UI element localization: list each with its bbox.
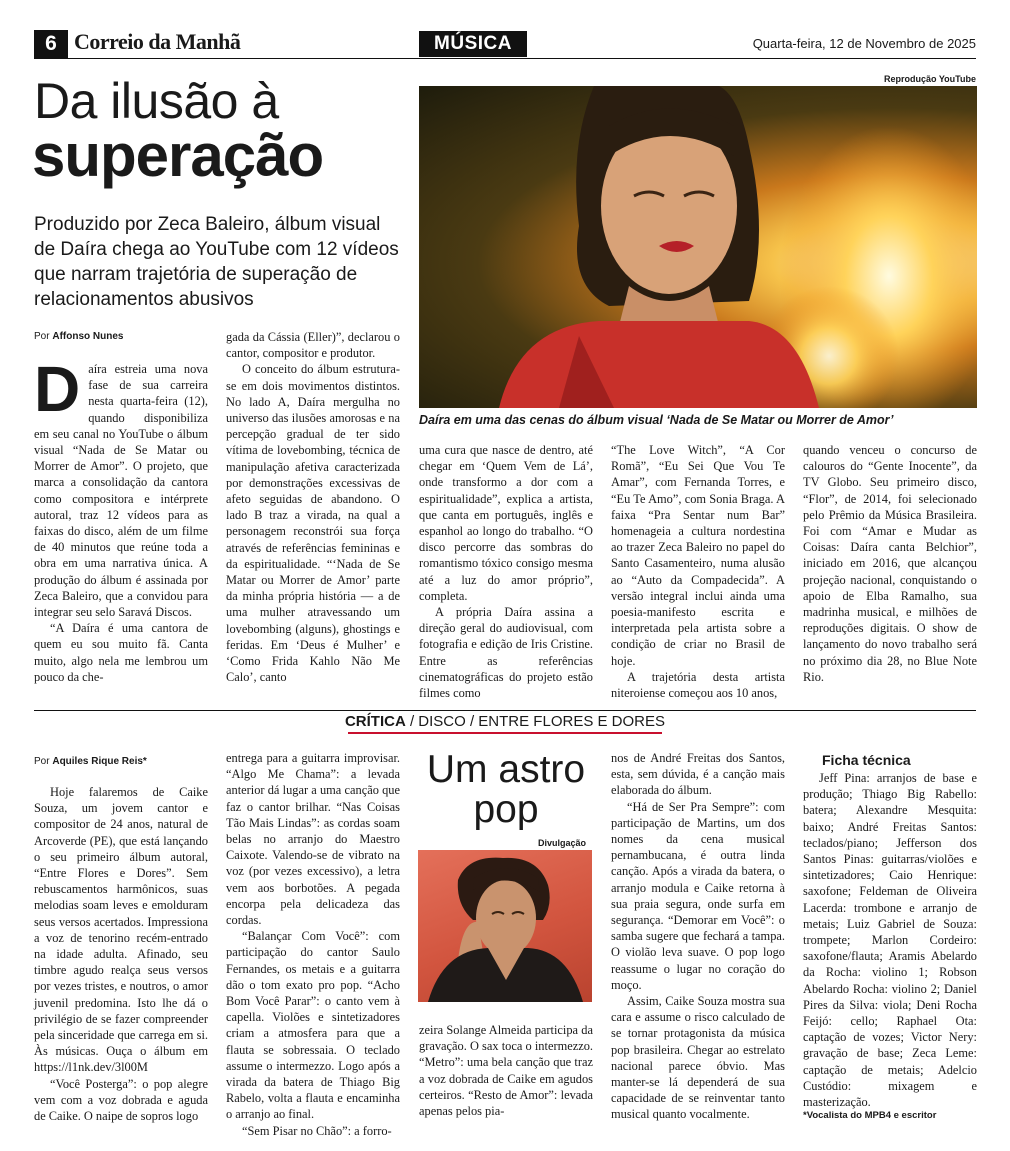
paragraph: gada da Cássia (Eller)”, declarou o cantor, compositor e produtor. xyxy=(226,330,400,361)
review-photo-credit: Divulgação xyxy=(538,838,587,848)
author-footnote: *Vocalista do MPB4 e escritor xyxy=(803,1110,937,1121)
article2-column-2 xyxy=(226,750,400,1139)
paragraph: “Você Posterga”: o pop alegre vem com a voz dobrada e aguda de Caike. O naipe de sopros logo xyxy=(34,1076,208,1124)
byline xyxy=(34,331,123,342)
article1-column-3 xyxy=(419,442,593,701)
header-rule xyxy=(34,58,976,59)
newspaper-logo: Correio da Manhã xyxy=(74,29,241,54)
paragraph: uma cura que nasce de dentro, até chegar em ‘Quem Vem de Lá’, onde transformo a dor com a espiritualidade”, explica a artista, que canta em português, inglês e espanhol ao longo do trabalho. “O disco percorre das sombras do romantismo tóxico consigo mesma até a luz do amor próprio”, completa. xyxy=(419,443,593,603)
article1-column-2 xyxy=(226,329,400,685)
paragraph: Hoje falaremos de Caike Souza, um jovem cantor e compositor de 24 anos, natural de Arcoverde (PE), que está lançando o seu primeiro álbum autoral, “Entre Flores e Dores”. Sem rebuscamentos harmônicos, suas melodias soam leves e emolduram seus versos acertados. Impressiona a voz de tenorino recém-entrado na idade adulta. Afinado, seu timbre agudo realça seus versos por vezes tristes, e noutros, o amor juvenil predomina. Isto lhe dá o privilégio de se fazer compreender pela sinceridade que carrega em si. Às músicas. Ouça o álbum em https://l1nk.dev/3l00M xyxy=(34,785,208,1075)
paragraph: “A Daíra é uma cantora de quem eu sou muito fã. Canta muito, algo nela me lembrou um pouco da che- xyxy=(34,621,208,684)
kicker-underline xyxy=(348,732,662,734)
ficha-tecnica-title: Ficha técnica xyxy=(822,752,911,768)
photo-credit: Reprodução YouTube xyxy=(883,74,976,84)
kicker-critica: CRÍTICA xyxy=(344,713,406,730)
review-title: Um astro pop xyxy=(426,748,586,831)
byline-prefix: Por xyxy=(34,331,50,342)
section-divider xyxy=(34,710,976,711)
paragraph: “The Love Witch”, “A Cor Romã”, “Eu Sei Que Vou Te Amar”, com Fernanda Torres, e “Eu Te Amo”, com Sonia Braga. A faixa “Pra Sentar num Bar” homenageia a cultura nordestina ao trazer Zeca Baleiro no papel do Santo Casamenteiro, numa alusão ao “Auto da Compadecida”. A versão integral inclui ainda uma poesia-manifesto escrita e interpretada pela artista sobre a condição de criar no Brasil de hoje. xyxy=(611,443,785,668)
ficha-tecnica-text xyxy=(803,770,977,1110)
article-photo xyxy=(419,86,977,408)
headline-line2: superação xyxy=(32,122,324,189)
article1-column-1 xyxy=(34,353,208,685)
headline-line1: Da ilusão à xyxy=(34,73,279,129)
article2-column-3 xyxy=(419,1022,593,1119)
paragraph: Assim, Caike Souza mostra sua cara e assume o risco calculado de se tornar protagonista da música pop brasileira. Chegar ao estrelato nacional parece óbvio. Mas manter-se lá dependerá de sua capacidade de se reinventar tanto musical quanto vocalmente. xyxy=(611,994,785,1122)
photo-caption: Daíra em uma das cenas do álbum visual ‘Nada de Se Matar ou Morrer de Amor’ xyxy=(419,413,894,427)
artist-portrait-illustration xyxy=(418,850,592,1002)
review-byline xyxy=(34,756,147,767)
byline-author: Affonso Nunes xyxy=(52,331,124,342)
paragraph: A trajetória desta artista niteroiense começou aos 10 anos, xyxy=(611,669,785,701)
article2-column-4 xyxy=(611,750,785,1123)
byline-prefix: Por xyxy=(34,756,50,767)
paragraph: Jeff Pina: arranjos de base e produção; Thiago Big Rabello: batera; Alexandre Mesquita: baixo; André Freitas Santos: teclados/piano; Jefferson dos Santos Pinas: guitarras/violões e sintetizadores; Caio Henrique: saxofone; Feldeman de Oliveira Lacerda: trombone e arranjo de metais; Luiz Gabriel de Souza: trompete; Marlon Cordeiro: saxofone/flauta; Aramis Abelardo da Rocha: violino 1; Robson Abelardo Rocha: violino 2; Daniel Pires da Silva: viola; Deni Rocha Feijó: cello; Raphael Ota: captação de vozes; Victor Nery: gravação de base; Zeca Leme: captação de metais; Adelcio Custódio: mixagem e masterização. xyxy=(803,771,977,1110)
subheadline: Produzido por Zeca Baleiro, álbum visual de Daíra chega ao YouTube com 12 vídeos que narram trajetória de superação de relacionamentos abusivos xyxy=(34,214,399,310)
paragraph: aíra estreia uma nova fase de sua carreira nesta quarta-feira (12), quando disponibiliza em seu canal no YouTube o álbum visual “Nada de Se Matar ou Morrer de Amor”. O projeto, que marca a consolidação da cantora como compositora e intérprete autoral, traz 12 vídeos para as faixas do disco, além de um filme de 40 minutos que reúne toda a obra em uma narrativa única. A produção do álbum é assinada por Zeca Baleiro, que a convidou para integrar seu selo Saravá Discos. xyxy=(34,362,208,620)
paragraph: zeira Solange Almeida participa da gravação. O sax toca o intermezzo. “Metro”: uma bela canção que traz a voz dobrada de Caike em agudos certeiros. “Resto de Amor”: levada apenas pelos pia- xyxy=(419,1023,593,1119)
byline-author: Aquiles Rique Reis* xyxy=(52,756,147,767)
page-number: 6 xyxy=(34,30,68,58)
paragraph: nos de André Freitas dos Santos, esta, sem dúvida, é a canção mais elaborada do álbum. xyxy=(611,751,785,798)
paragraph: O conceito do álbum estrutura-se em dois movimentos distintos. No lado A, Daíra mergulha no universo das ilusões amorosas e na percepção gradual de ter sido vítima de lovebombing, técnica de manipulação afetiva caracterizada por demonstrações excessivas de afeto seguidas de abandono. O lado B traz a virada, na qual a personagem reconstrói sua força através de referências femininas e da espiritualidade. “‘Nada de Se Matar ou Morrer de Amor’ parte da minha própria história — a de uma mulher atravessando um lovebombing (alguns), ghostings e feridas. Em ‘Deus é Mulher’ e ‘Como Frida Kahlo Não Me Calo’, canto xyxy=(226,362,400,685)
paragraph: “Balançar Com Você”: com participação do cantor Saulo Fernandes, os metais e a guitarra dão o tom exato pro pop. “Acho Bom Você Parar”: o canto vem à capella. Violões e sintetizadores criam a atmosfera para que a flauta se sobressaia. O teclado assume o intermezzo. Logo após a virada da batera de Thiago Big Rabelo, volta a flauta e encaminha o arranjo ao final. xyxy=(226,929,400,1122)
paragraph: quando venceu o concurso de calouros do “Gente Inocente”, da TV Globo. Seu primeiro disco, “Flor”, de 2014, foi selecionado pelo Prêmio da Música Brasileira. Foi com “Amar e Mudar as Coisas: Daíra canta Belchior”, iniciado em 2016, que alcançou projeção nacional, conquistando o apoio de Elba Ramalho, sua madrinha musical, e milhões de reproduções digitais. O show de lançamento do novo trabalho será no próximo dia 28, no Blue Note Rio. xyxy=(803,443,977,684)
article1-column-5 xyxy=(803,442,977,685)
paragraph: entrega para a guitarra improvisar. “Algo Me Chama”: a levada anterior dá lugar a uma canção que faz o cantor brilhar. “Nas Coisas Tão Mais Lindas”: as cordas soam belas no arranjo do Maestro Caixote. Valendo-se de vibrato na voz (por vezes excessivo), a letra vem aos borbotões. A pegada encorpa pela delicadeza das cordas. xyxy=(226,751,400,928)
drop-cap: D xyxy=(34,353,81,425)
issue-date: Quarta-feira, 12 de Novembro de 2025 xyxy=(752,36,976,51)
paragraph: “Há de Ser Pra Sempre”: com participação de Martins, um dos nomes da cena musical pernambucana, é outra linda canção. Após a virada da batera, o arranjo modula e Caike retorna à sua praia segura, onde surfa em segurança. “Demorar em Você”: o samba sugere que fechará a tampa. O violão leva suave. O pop logo reassume o lugar no coração do moço. xyxy=(611,799,785,992)
paragraph: “Sem Pisar no Chão”: a forro- xyxy=(242,1123,392,1138)
kicker-rest: / DISCO / ENTRE FLORES E DORES xyxy=(405,713,666,730)
singer-portrait-illustration xyxy=(419,86,977,408)
section-label: MÚSICA xyxy=(419,31,527,57)
paragraph: A própria Daíra assina a direção geral do audiovisual, com fotografia e edição de Iris Cristine. Entre as referências cinematográficas do projeto estão filmes como xyxy=(419,605,593,701)
article1-column-4 xyxy=(611,442,785,701)
review-photo xyxy=(418,850,592,1002)
article2-column-1 xyxy=(34,784,208,1124)
review-kicker xyxy=(0,713,1010,730)
